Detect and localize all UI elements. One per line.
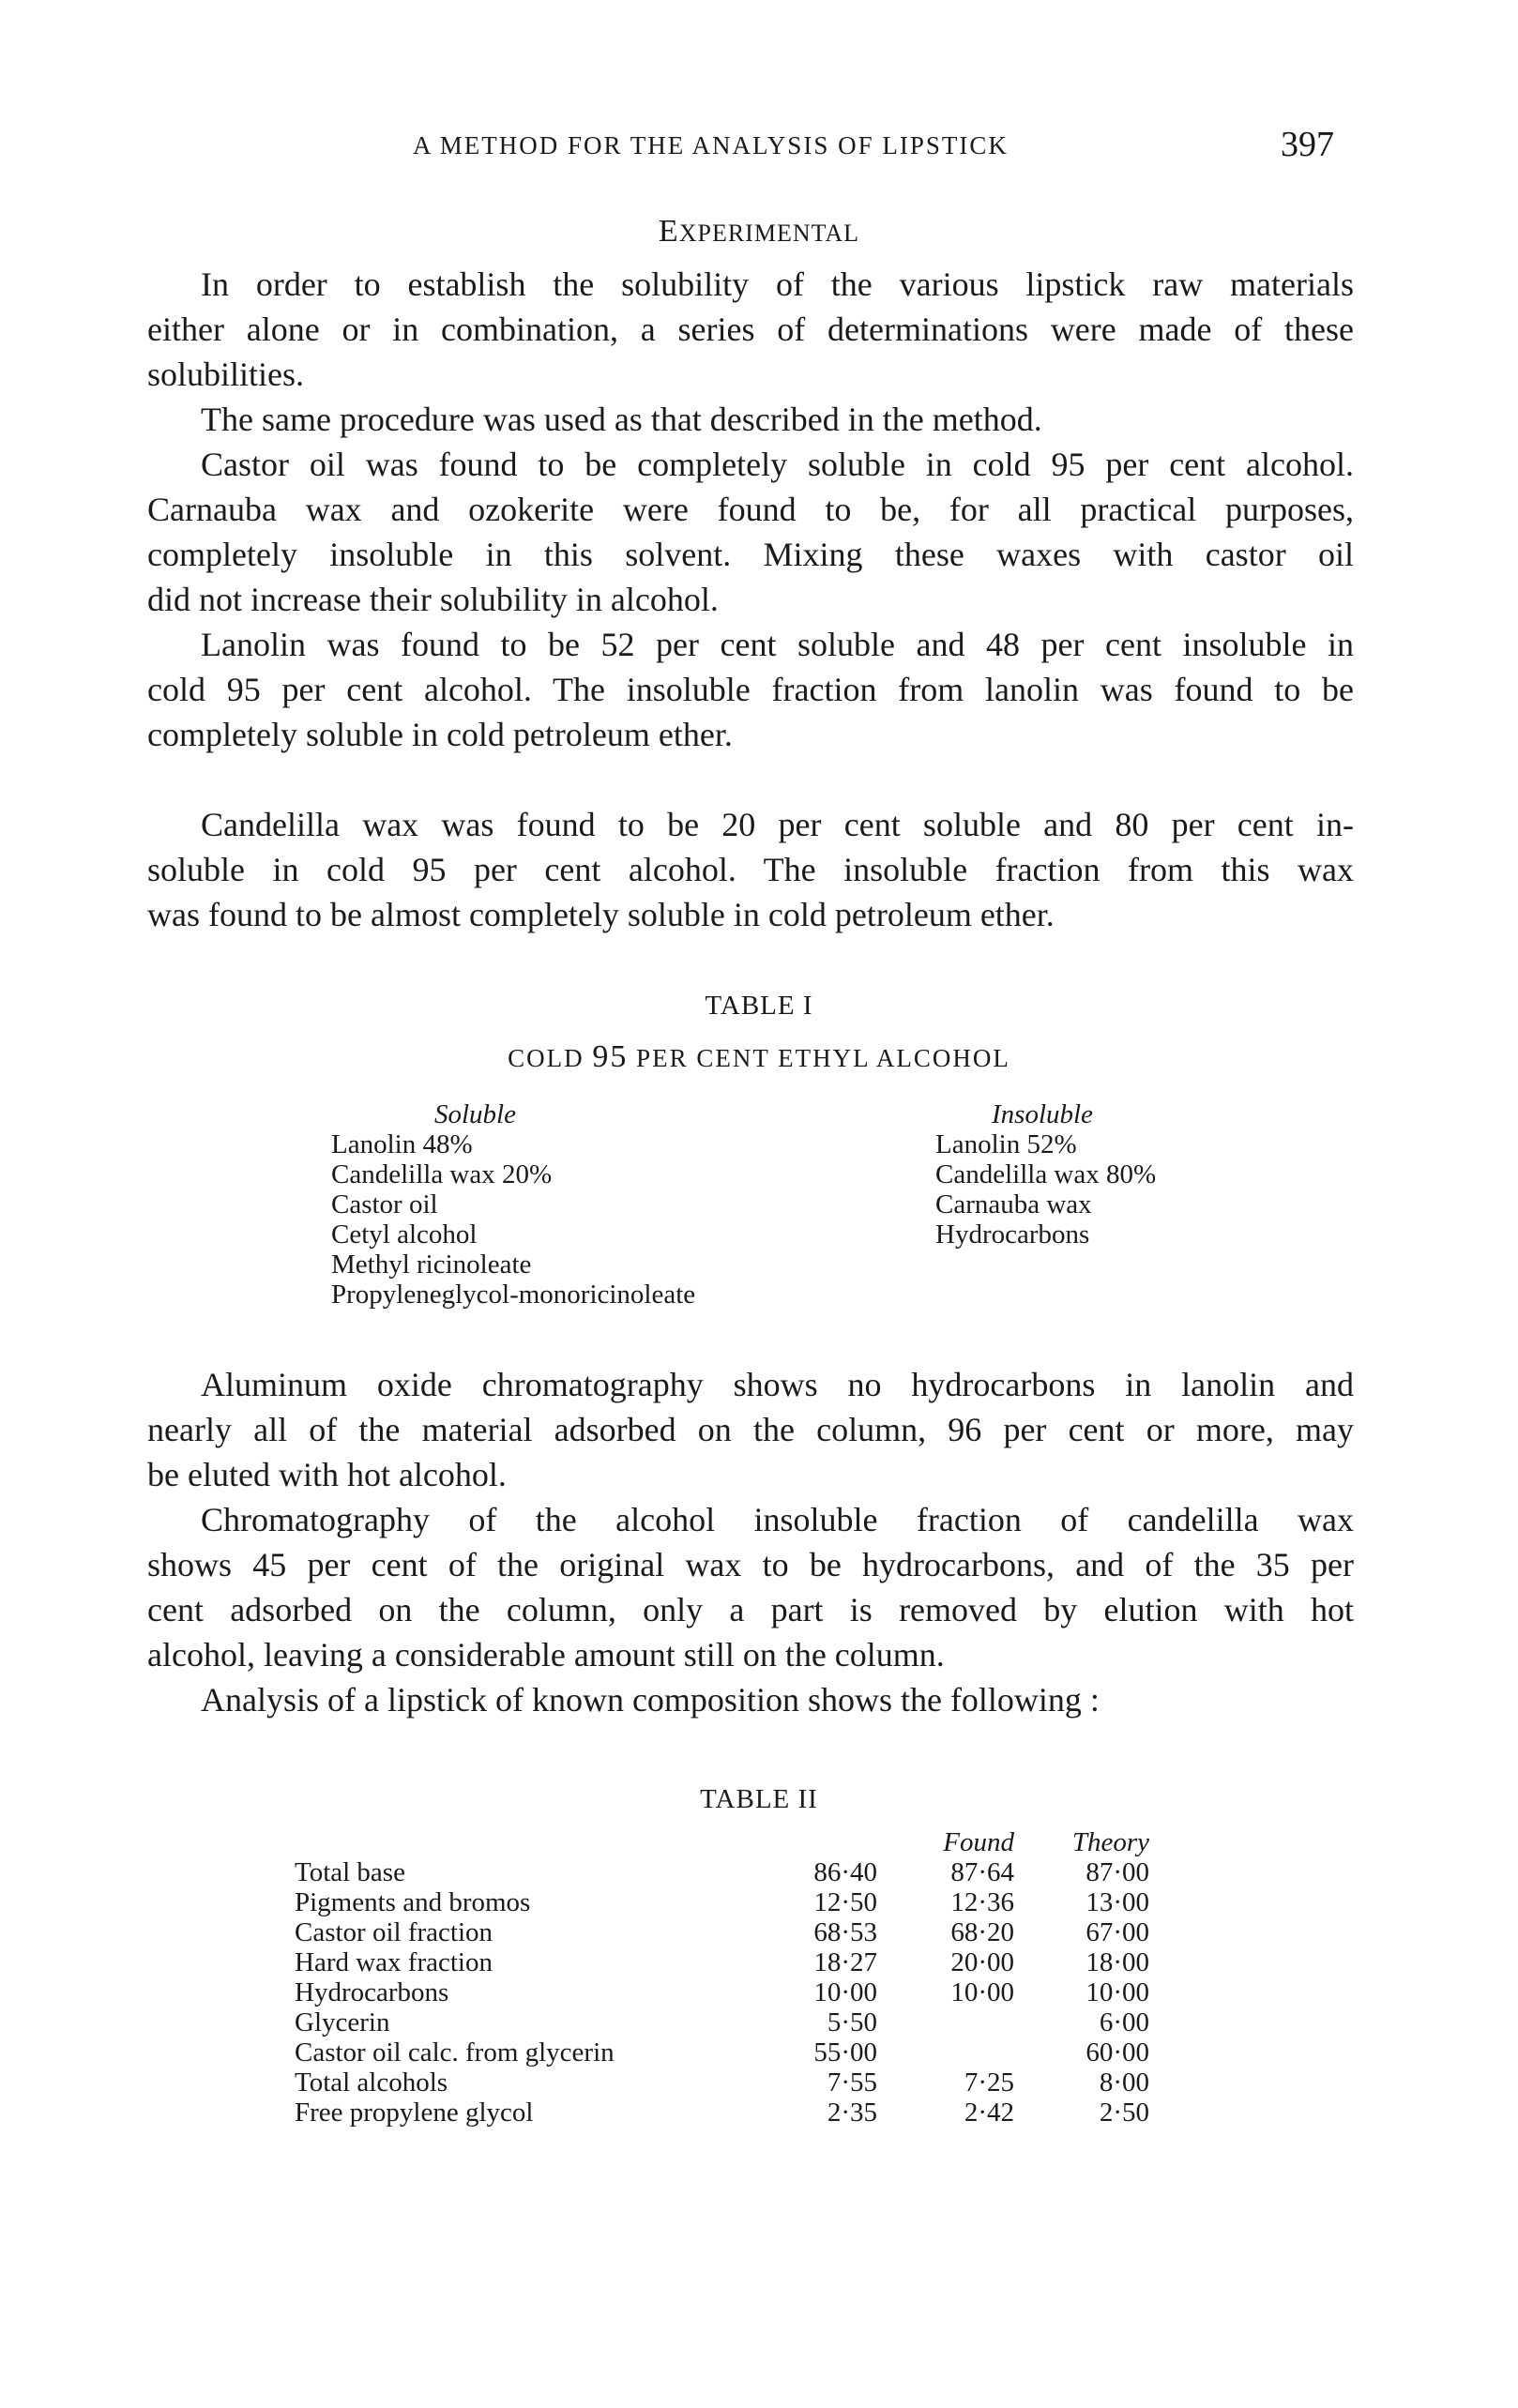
table1-soluble-header: Soluble bbox=[434, 1099, 516, 1129]
table2-value-cell: 87·64 bbox=[950, 1857, 1014, 1887]
table1-insoluble-column bbox=[935, 1099, 1156, 1249]
table2-value-cell: 18·27 bbox=[813, 1947, 877, 1977]
table2-row-label: Pigments and bromos bbox=[295, 1887, 531, 1917]
table2-value-cell: 6·00 bbox=[1099, 2007, 1149, 2037]
table2-header-cell: Found bbox=[943, 1827, 1014, 1857]
table1-insoluble-item: Candelilla wax 80% bbox=[935, 1159, 1157, 1189]
table1-soluble-item: Cetyl alcohol bbox=[331, 1219, 478, 1249]
table-row bbox=[295, 1977, 1149, 2007]
table2-row-label: Free propylene glycol bbox=[295, 2098, 534, 2128]
table-row bbox=[295, 1857, 1149, 1887]
text-line: Analysis of a lipstick of known composition shows the following : bbox=[201, 1681, 1100, 1719]
table1-soluble-item: Castor oil bbox=[331, 1189, 438, 1219]
paragraph bbox=[147, 802, 1354, 937]
table1-subtitle-a: COLD bbox=[508, 1044, 593, 1072]
body-text-mid bbox=[147, 1362, 1354, 1722]
text-line: solubilities. bbox=[147, 356, 305, 393]
table2-caption: TABLE II bbox=[700, 1784, 818, 1814]
text-line: The same procedure was used as that described in the method. bbox=[201, 401, 1042, 438]
text-line: completely insoluble in this solvent. Mixing these waxes with castor oil bbox=[147, 536, 1354, 573]
text-line: Carnauba wax and ozokerite were found to be, for all practical purposes, bbox=[147, 491, 1354, 528]
text-line: Chromatography of the alcohol insoluble fraction of candelilla wax bbox=[201, 1501, 1354, 1538]
table2-row-label: Glycerin bbox=[295, 2007, 390, 2037]
paragraph bbox=[147, 1497, 1354, 1677]
section-heading-rest: XPERIMENTAL bbox=[678, 220, 860, 247]
table-row bbox=[295, 2037, 1149, 2067]
table1-soluble-column bbox=[331, 1099, 695, 1310]
paragraph bbox=[147, 1677, 1354, 1722]
table2-value-cell: 68·53 bbox=[813, 1917, 877, 1947]
text-line: completely soluble in cold petroleum ether. bbox=[147, 716, 733, 753]
table2-header-cell: Theory bbox=[1071, 1827, 1149, 1857]
table1-insoluble-item: Lanolin 52% bbox=[935, 1129, 1077, 1159]
table2-value-cell: 8·00 bbox=[1099, 2067, 1149, 2098]
table1-insoluble-item: Hydrocarbons bbox=[935, 1219, 1090, 1249]
table2-row-label: Castor oil calc. from glycerin bbox=[295, 2037, 615, 2067]
table2-row-label: Hard wax fraction bbox=[295, 1947, 493, 1977]
table2-value-cell: 87·00 bbox=[1085, 1857, 1149, 1887]
table1-soluble-item: Lanolin 48% bbox=[331, 1129, 473, 1159]
section-heading-initial: E bbox=[658, 214, 679, 249]
table2-value-cell: 12·50 bbox=[813, 1887, 877, 1917]
table-row bbox=[295, 1887, 1149, 1917]
table2-value-cell: 2·35 bbox=[827, 2098, 877, 2128]
table-row bbox=[295, 1917, 1149, 1947]
table2-header-row bbox=[295, 1827, 1149, 1857]
table2-value-cell: 7·25 bbox=[964, 2067, 1014, 2098]
page-number: 397 bbox=[1281, 125, 1334, 164]
text-line: Castor oil was found to be completely soluble in cold 95 per cent alcohol. bbox=[201, 446, 1354, 483]
table2-value-cell: 7·55 bbox=[827, 2067, 877, 2098]
table1-subtitle bbox=[0, 1039, 1518, 1075]
table-row bbox=[295, 2067, 1149, 2098]
text-line: was found to be almost completely soluble in cold petroleum ether. bbox=[147, 896, 1055, 933]
paragraph bbox=[147, 442, 1354, 622]
text-line: cent adsorbed on the column, only a part is removed by elution with hot bbox=[147, 1591, 1354, 1628]
table2-value-cell: 5·50 bbox=[827, 2007, 877, 2037]
table2-value-cell: 55·00 bbox=[813, 2037, 877, 2067]
running-header: A METHOD FOR THE ANALYSIS OF LIPSTICK bbox=[413, 131, 1009, 159]
table2-value-cell: 86·40 bbox=[813, 1857, 877, 1887]
table2-value-cell: 2·50 bbox=[1099, 2098, 1149, 2128]
section-heading bbox=[0, 214, 1518, 250]
table1-caption: TABLE I bbox=[705, 991, 813, 1021]
table2-value-cell: 13·00 bbox=[1085, 1887, 1149, 1917]
table1-insoluble-header: Insoluble bbox=[992, 1099, 1093, 1129]
text-line: Aluminum oxide chromatography shows no hydrocarbons in lanolin and bbox=[201, 1366, 1354, 1403]
table1-soluble-item: Propyleneglycol-monoricinoleate bbox=[331, 1280, 696, 1310]
table2-value-cell bbox=[877, 2007, 1014, 2037]
table2-value-cell: 67·00 bbox=[1085, 1917, 1149, 1947]
table2-value-cell: 10·00 bbox=[950, 1977, 1014, 2007]
text-line: Candelilla wax was found to be 20 per cent soluble and 80 per cent in- bbox=[201, 806, 1354, 843]
table-row bbox=[295, 2007, 1149, 2037]
text-line: Lanolin was found to be 52 per cent soluble and 48 per cent insoluble in bbox=[201, 626, 1354, 663]
table2-value-cell: 60·00 bbox=[1085, 2037, 1149, 2067]
text-line: either alone or in combination, a series of determinations were made of these bbox=[147, 310, 1354, 348]
table1-soluble-item: Methyl ricinoleate bbox=[331, 1249, 532, 1280]
table-row bbox=[295, 1947, 1149, 1977]
text-line: In order to establish the solubility of the various lipstick raw materials bbox=[201, 265, 1354, 303]
table2-value-cell: 18·00 bbox=[1085, 1947, 1149, 1977]
table2-row-label: Total base bbox=[295, 1857, 405, 1887]
table2-value-cell: 2·42 bbox=[964, 2098, 1014, 2128]
table2-row-label: Total alcohols bbox=[295, 2067, 448, 2098]
table2-row-label: Castor oil fraction bbox=[295, 1917, 493, 1947]
body-text-top bbox=[147, 262, 1354, 937]
table1-subtitle-b: PER CENT ETHYL ALCOHOL bbox=[628, 1044, 1010, 1072]
paragraph bbox=[147, 397, 1354, 442]
table2-value-cell bbox=[877, 2037, 1014, 2067]
paragraph bbox=[147, 1362, 1354, 1497]
table2-row-label: Hydrocarbons bbox=[295, 1977, 449, 2007]
text-line: cold 95 per cent alcohol. The insoluble fraction from lanolin was found to be bbox=[147, 671, 1354, 708]
table1-subtitle-num: 95 bbox=[592, 1039, 629, 1074]
table2 bbox=[295, 1827, 1149, 2128]
table1-soluble-item: Candelilla wax 20% bbox=[331, 1159, 553, 1189]
table-row bbox=[295, 2098, 1149, 2128]
text-line: soluble in cold 95 per cent alcohol. The insoluble fraction from this wax bbox=[147, 851, 1354, 888]
table2-header-cell bbox=[295, 1827, 778, 1857]
table2-value-cell: 20·00 bbox=[950, 1947, 1014, 1977]
table2-value-cell: 10·00 bbox=[1085, 1977, 1149, 2007]
text-line: be eluted with hot alcohol. bbox=[147, 1456, 507, 1493]
table2-header-cell bbox=[778, 1827, 877, 1857]
text-line: did not increase their solubility in alcohol. bbox=[147, 581, 719, 618]
text-line: alcohol, leaving a considerable amount still on the column. bbox=[147, 1636, 945, 1673]
paragraph bbox=[147, 622, 1354, 757]
text-line: nearly all of the material adsorbed on the column, 96 per cent or more, may bbox=[147, 1411, 1354, 1448]
text-line: shows 45 per cent of the original wax to be hydrocarbons, and of the 35 per bbox=[147, 1546, 1354, 1583]
table2-value-cell: 12·36 bbox=[950, 1887, 1014, 1917]
table2-value-cell: 10·00 bbox=[813, 1977, 877, 2007]
table1-insoluble-item: Carnauba wax bbox=[935, 1189, 1092, 1219]
paragraph bbox=[147, 262, 1354, 397]
table2-value-cell: 68·20 bbox=[950, 1917, 1014, 1947]
